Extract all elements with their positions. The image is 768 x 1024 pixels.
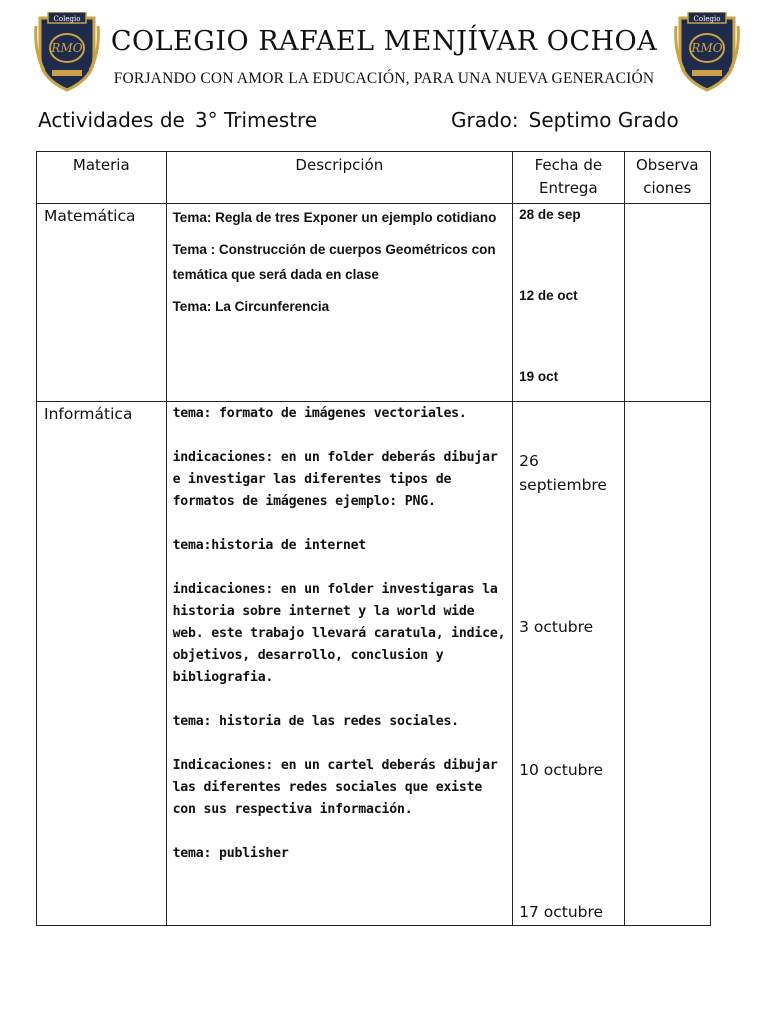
description-item: indicaciones: en un folder deberás dibujar e investigar las diferentes tipos de formatos de imágenes ejemplo: PNG.	[172, 450, 498, 509]
activities-table	[36, 151, 711, 926]
school-motto: FORJANDO CON AMOR LA EDUCACIÓN, PARA UNA NUEVA GENERACIÓN	[113, 70, 655, 87]
description-item: indicaciones: en un folder investigaras la historia sobre internet y la world wide web. este trabajo llevará caratula, indice, objetivos, desarrollo, conclusion y bibliografia.	[172, 582, 506, 685]
logo-caption: Colegio	[53, 15, 81, 23]
subject-cell: Informática	[37, 402, 167, 926]
due-date: 3 octubre	[519, 618, 594, 636]
description-item: tema: formato de imágenes vectoriales.	[172, 406, 467, 421]
header-descripcion: Descripción	[166, 152, 513, 204]
description-item: tema: historia de las redes sociales.	[172, 714, 459, 729]
due-date: 10 octubre	[519, 761, 604, 779]
header-observaciones	[624, 152, 710, 204]
activity-info	[38, 108, 738, 138]
school-name: COLEGIO RAFAEL MENJÍVAR OCHOA	[110, 26, 658, 57]
due-date-cell	[513, 204, 624, 402]
activities-label: Actividades de	[38, 108, 185, 132]
header-obs-line2: ciones	[643, 179, 692, 197]
due-date: 12 de oct	[519, 288, 578, 303]
table-row	[37, 204, 711, 402]
description-item: Tema: Regla de tres Exponer un ejemplo cotidiano	[172, 210, 497, 225]
grade-value: Septimo Grado	[528, 108, 679, 132]
description-item: Indicaciones: en un cartel deberás dibujar las diferentes redes sociales que existe con sus respectiva información.	[172, 758, 498, 817]
header-materia: Materia	[37, 152, 167, 204]
description-item: tema: publisher	[172, 846, 289, 861]
table-row	[37, 402, 711, 926]
subject-cell: Matemática	[37, 204, 167, 402]
description-cell	[166, 402, 513, 926]
header-obs-line1: Observa	[635, 156, 699, 174]
observations-cell	[624, 204, 710, 402]
logo-initials: RMO	[51, 41, 83, 55]
description-item: Tema : Construcción de cuerpos Geométricos con temática que será dada en clase	[172, 242, 496, 282]
grade-info	[451, 108, 679, 132]
due-date: 17 octubre	[519, 903, 604, 921]
logo-initials: RMO	[691, 41, 723, 55]
header-fecha-line2: Entrega	[539, 179, 598, 197]
description-item: Tema: La Circunferencia	[172, 299, 330, 314]
grade-label: Grado:	[451, 108, 519, 132]
logo-caption: Colegio	[693, 15, 721, 23]
observations-cell	[624, 402, 710, 926]
trimester-info	[38, 108, 317, 132]
description-item: tema:historia de internet	[172, 538, 367, 553]
trimester-value: 3° Trimestre	[194, 108, 318, 132]
due-date: 19 oct	[519, 369, 559, 384]
header-fecha	[513, 152, 624, 204]
header-fecha-line1: Fecha de	[534, 156, 603, 174]
due-date-cell	[513, 402, 624, 926]
description-cell	[166, 204, 513, 402]
due-date: 26 septiembre	[519, 452, 607, 494]
table-header-row	[37, 152, 711, 204]
due-date: 28 de sep	[519, 207, 581, 222]
